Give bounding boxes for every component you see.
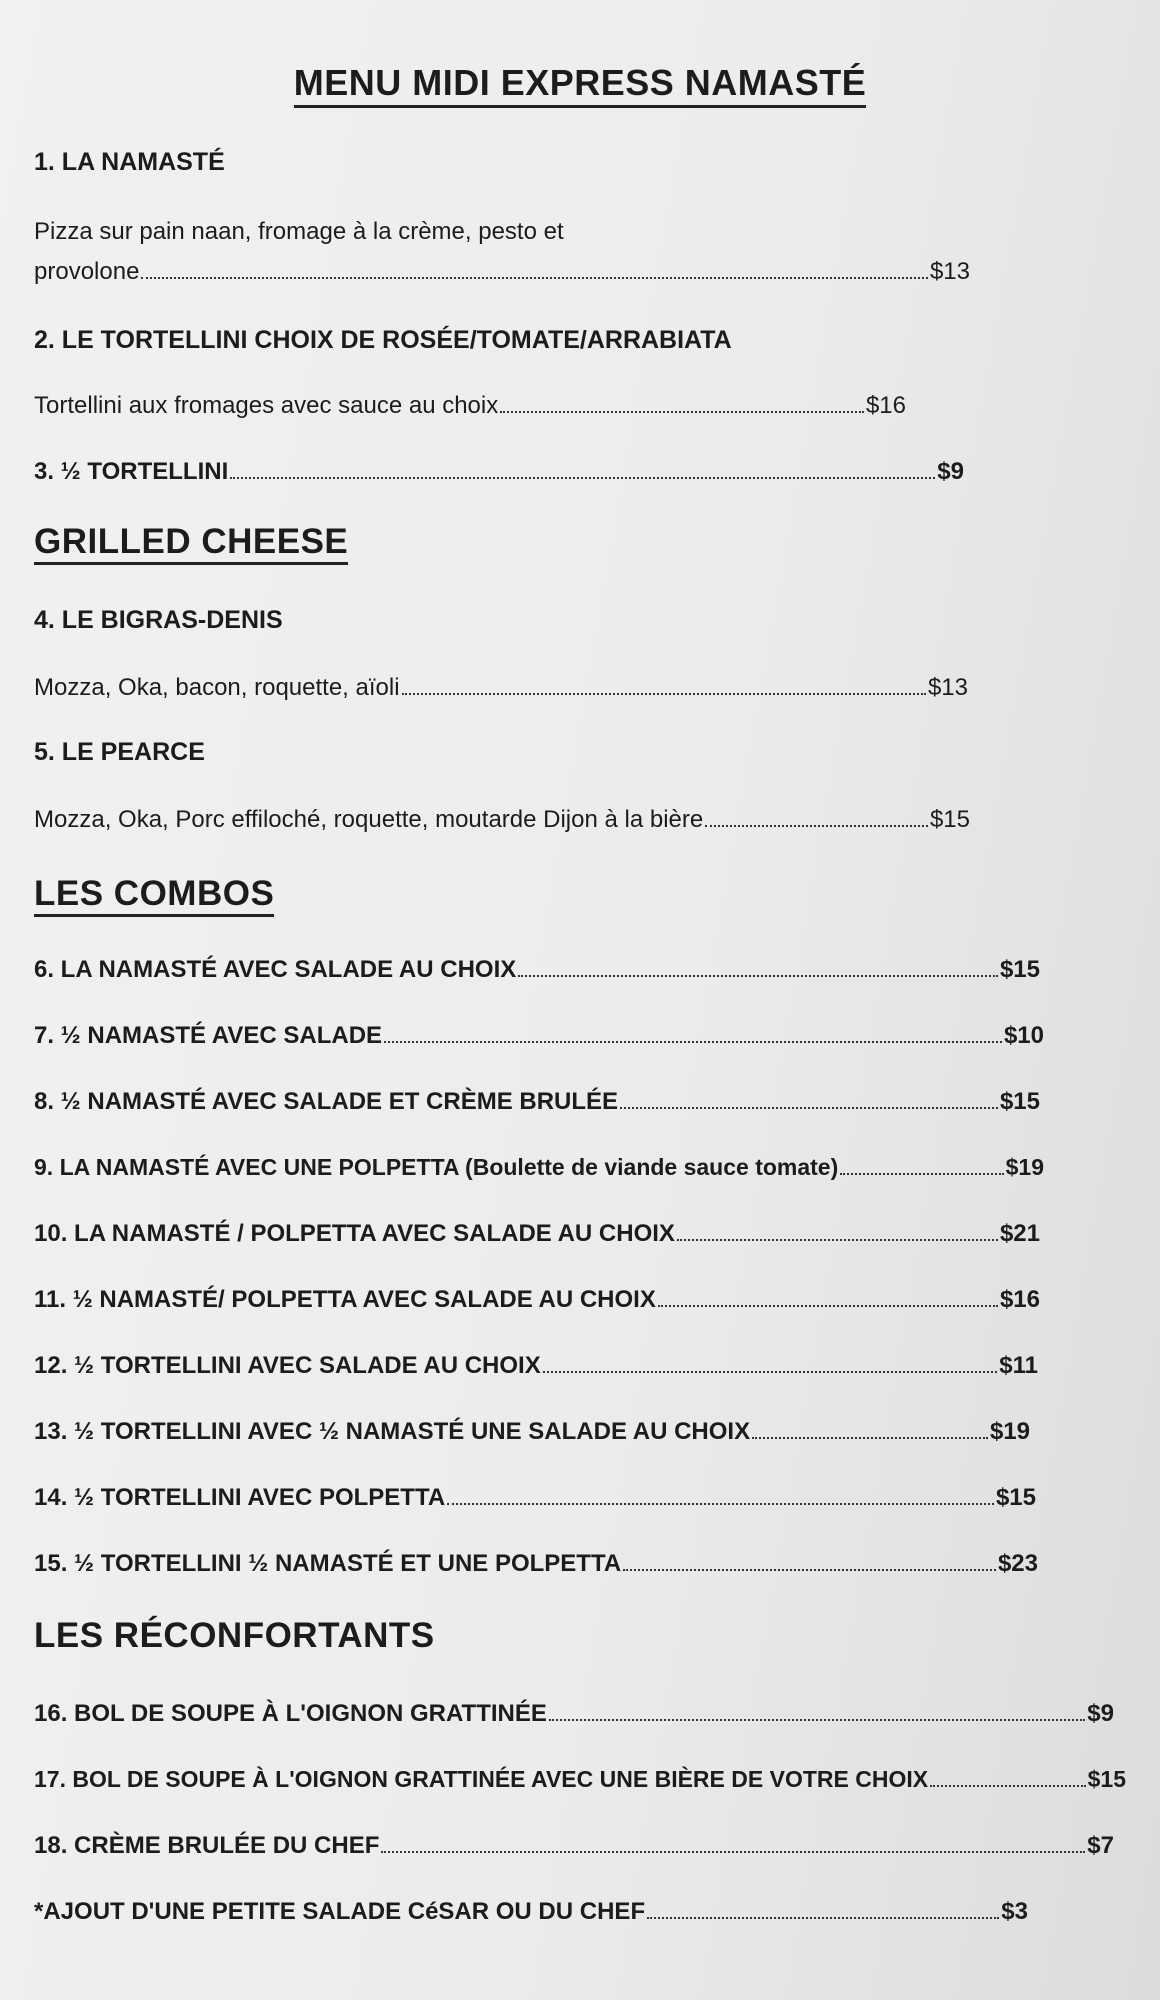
dot-leader xyxy=(620,1107,998,1109)
combo-7-name: 7. ½ NAMASTÉ AVEC SALADE xyxy=(34,1022,383,1049)
item-3-line xyxy=(34,458,964,486)
dot-leader xyxy=(381,1851,1085,1853)
combo-11-price: $16 xyxy=(999,1286,1040,1313)
item-16-name: 16. BOL DE SOUPE À L'OIGNON GRATTINÉE xyxy=(34,1700,547,1727)
dot-leader xyxy=(647,1917,999,1919)
combo-12-price: $11 xyxy=(999,1352,1038,1379)
combo-13-price: $19 xyxy=(989,1418,1030,1445)
dot-leader xyxy=(752,1437,988,1439)
item-2-description: Tortellini aux fromages avec sauce au choix xyxy=(34,392,499,419)
item-4-line xyxy=(34,674,968,702)
combo-9-line xyxy=(34,1154,1044,1181)
combo-10-name: 10. LA NAMASTÉ / POLPETTA AVEC SALADE AU CHOIX xyxy=(34,1220,675,1247)
item-16-line xyxy=(34,1700,1114,1728)
dot-leader xyxy=(658,1305,998,1307)
dot-leader xyxy=(384,1041,1002,1043)
extra-salad-name: *AJOUT D'UNE PETITE SALADE CéSAR OU DU CHEF xyxy=(34,1898,646,1925)
combo-13-line xyxy=(34,1418,1030,1446)
dot-leader xyxy=(623,1569,996,1571)
combo-14-name: 14. ½ TORTELLINI AVEC POLPETTA xyxy=(34,1484,446,1511)
item-1-description: Pizza sur pain naan, fromage à la crème, pesto et xyxy=(34,218,564,245)
dot-leader xyxy=(930,1785,1086,1787)
combo-11-name: 11. ½ NAMASTÉ/ POLPETTA AVEC SALADE AU CHOIX xyxy=(34,1286,656,1313)
combo-10-price: $21 xyxy=(999,1220,1040,1247)
combo-9-name: 9. LA NAMASTÉ AVEC UNE POLPETTA (Boulette de viande sauce tomate) xyxy=(34,1154,839,1180)
combo-15-line xyxy=(34,1550,1038,1578)
combo-14-line xyxy=(34,1484,1036,1512)
section-reconfortants: LES RÉCONFORTANTS xyxy=(34,1616,435,1655)
combo-14-price: $15 xyxy=(995,1484,1036,1511)
item-18-line xyxy=(34,1832,1114,1860)
item-5-price: $15 xyxy=(929,806,970,833)
item-1-description-cont: provolone xyxy=(34,258,140,285)
item-3-name: 3. ½ TORTELLINI xyxy=(34,458,229,485)
item-1-line xyxy=(34,258,970,286)
item-5-description: Mozza, Oka, Porc effiloché, roquette, moutarde Dijon à la bière xyxy=(34,806,704,833)
dot-leader xyxy=(840,1173,1003,1175)
item-18-name: 18. CRÈME BRULÉE DU CHEF xyxy=(34,1832,380,1859)
combo-12-line xyxy=(34,1352,1038,1380)
section-grilled-cheese: GRILLED CHEESE xyxy=(34,522,348,562)
combo-8-line xyxy=(34,1088,1040,1116)
item-4-price: $13 xyxy=(927,674,968,701)
combo-13-name: 13. ½ TORTELLINI AVEC ½ NAMASTÉ UNE SALADE AU CHOIX xyxy=(34,1418,751,1445)
combo-11-line xyxy=(34,1286,1040,1314)
combo-10-line xyxy=(34,1220,1040,1248)
item-5-name: 5. LE PEARCE xyxy=(34,738,205,766)
dot-leader xyxy=(549,1719,1085,1721)
dot-leader xyxy=(141,277,928,279)
dot-leader xyxy=(447,1503,994,1505)
section-combos: LES COMBOS xyxy=(34,874,274,914)
combo-8-name: 8. ½ NAMASTÉ AVEC SALADE ET CRÈME BRULÉE xyxy=(34,1088,619,1115)
combo-15-price: $23 xyxy=(997,1550,1038,1577)
extra-salad-price: $3 xyxy=(1001,1898,1028,1925)
combo-12-name: 12. ½ TORTELLINI AVEC SALADE AU CHOIX xyxy=(34,1352,541,1379)
dot-leader xyxy=(518,975,998,977)
combo-6-price: $15 xyxy=(999,956,1040,983)
dot-leader xyxy=(677,1239,998,1241)
dot-leader xyxy=(230,477,935,479)
item-18-price: $7 xyxy=(1087,1832,1114,1859)
menu-title: MENU MIDI EXPRESS NAMASTÉ xyxy=(0,62,1160,104)
item-4-name: 4. LE BIGRAS-DENIS xyxy=(34,606,283,634)
item-2-line xyxy=(34,392,906,420)
dot-leader xyxy=(705,825,928,827)
item-1-price: $13 xyxy=(929,258,970,285)
item-5-line xyxy=(34,806,970,834)
combo-9-price: $19 xyxy=(1005,1154,1044,1180)
item-3-price: $9 xyxy=(937,458,964,485)
dot-leader xyxy=(500,411,864,413)
combo-6-name: 6. LA NAMASTÉ AVEC SALADE AU CHOIX xyxy=(34,956,517,983)
combo-7-price: $10 xyxy=(1003,1022,1044,1049)
item-2-name: 2. LE TORTELLINI CHOIX DE ROSÉE/TOMATE/ARRABIATA xyxy=(34,326,732,354)
combo-8-price: $15 xyxy=(999,1088,1040,1115)
item-1-name: 1. LA NAMASTÉ xyxy=(34,148,225,176)
dot-leader xyxy=(402,693,926,695)
combo-7-line xyxy=(34,1022,1044,1050)
item-17-line xyxy=(34,1766,1126,1793)
extra-salad-line xyxy=(34,1898,1028,1926)
dot-leader xyxy=(543,1371,998,1373)
item-16-price: $9 xyxy=(1087,1700,1114,1727)
item-4-description: Mozza, Oka, bacon, roquette, aïoli xyxy=(34,674,400,701)
item-17-name: 17. BOL DE SOUPE À L'OIGNON GRATTINÉE AVEC UNE BIÈRE DE VOTRE CHOIX xyxy=(34,1766,929,1792)
combo-15-name: 15. ½ TORTELLINI ½ NAMASTÉ ET UNE POLPETTA xyxy=(34,1550,622,1577)
item-2-price: $16 xyxy=(865,392,906,419)
combo-6-line xyxy=(34,956,1040,984)
item-17-price: $15 xyxy=(1087,1766,1126,1792)
